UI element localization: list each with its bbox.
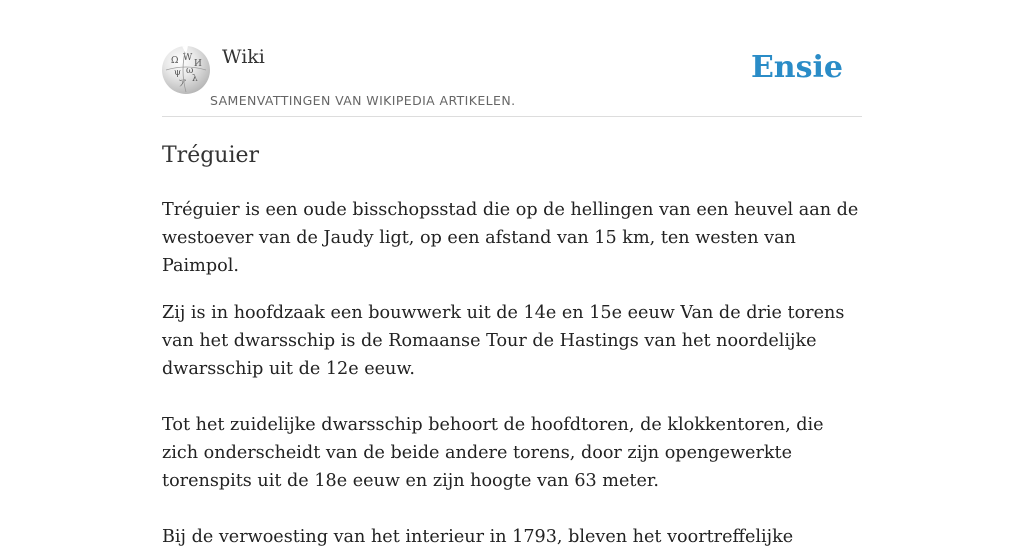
site-header	[162, 0, 862, 117]
svg-text:ψ: ψ	[174, 68, 182, 78]
site-tagline: SAMENVATTINGEN VAN WIKIPEDIA ARTIKELEN.	[210, 93, 516, 108]
brand-logo-link[interactable]: Ensie	[750, 50, 843, 85]
svg-text:И: И	[194, 59, 202, 69]
svg-text:Ω: Ω	[171, 56, 179, 66]
svg-text:λ: λ	[192, 74, 198, 84]
article-title: Tréguier	[162, 143, 260, 168]
article-body: Zij is in hoofdzaak een bouwwerk uit de 14e en 15e eeuw Van de drie torens van het dwarsschip is de Romaanse Tour de Hastings van het noordelijke dwarsschip uit de 12e eeuw. Tot het zuidelijke dwarsschip behoort de hoofdtoren, de klokkentoren, die zich onderscheidt van de beide andere torens, door zijn opengewerkte torenspits uit de 18e eeuw en zijn hoogte van 63 meter. Bij de verwoesting van het interieur in 1793, bleven het voortreffelijke	[162, 303, 845, 547]
site-name[interactable]: Wiki	[222, 46, 265, 68]
svg-text:W: W	[183, 53, 193, 63]
svg-text:ア: ア	[178, 79, 188, 89]
svg-text:ω: ω	[186, 66, 194, 76]
wikipedia-globe-icon[interactable]	[162, 46, 210, 94]
article-intro: Tréguier is een oude bisschopsstad die op de hellingen van een heuvel aan de westoever van de Jaudy ligt, op een afstand van 15 km, ten westen van Paimpol.	[162, 200, 859, 276]
page-container	[162, 0, 862, 551]
